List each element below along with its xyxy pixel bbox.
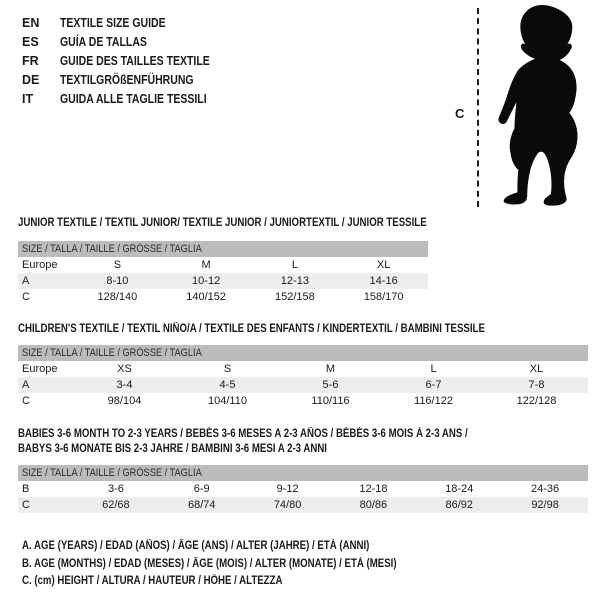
language-row-de [22,70,238,89]
height-cell: 140/152 [186,291,226,303]
row-label: C [22,395,30,407]
table-row-age-months [18,481,588,497]
height-cell: 110/116 [311,395,350,407]
language-row-fr [22,51,238,70]
table-title: CHILDREN'S TEXTILE / TEXTIL NIÑO/A / TEXTILE DES ENFANTS / KINDERTEXTIL / BAMBINI TESSILE [18,323,485,335]
table-row-height [18,289,428,305]
age-cell: 3-6 [107,483,124,495]
table-row-age [18,377,588,393]
height-cell: 68/74 [187,499,216,511]
size-header-bar [18,465,588,481]
language-title-list [22,13,238,108]
table-title: JUNIOR TEXTILE / TEXTIL JUNIOR/ TEXTILE JUNIOR / JUNIORTEXTIL / JUNIOR TESSILE [18,217,427,229]
height-cell: 104/110 [208,395,247,407]
language-code: FR [22,53,39,68]
age-cell: 12-13 [280,275,309,287]
size-cell: S [113,259,122,271]
age-cell: 24-36 [531,483,560,495]
height-measure-label: C [455,106,465,121]
language-title: GUIDE DES TAILLES TEXTILE [60,53,210,68]
table-row-height [18,393,588,409]
row-label: Europe [22,259,58,271]
size-header-label: SIZE / TALLA / TAILLE / GRÖSSE / TAGLIA [22,467,202,479]
language-code: ES [22,34,39,49]
size-cell: XL [529,363,544,375]
age-cell: 6-9 [193,483,210,495]
height-cell: 74/80 [273,499,302,511]
height-cell: 80/86 [359,499,388,511]
size-cell: XL [376,259,391,271]
height-measure-dashed-line [477,8,479,207]
footnote-a: A. AGE (YEARS) / EDAD (AÑOS) / ÂGE (ANS) / ALTER (JAHRE) / ETÀ (ANNI) [22,540,370,552]
toddler-silhouette-icon [482,3,594,209]
height-cell: 62/68 [102,499,130,511]
row-label: B [22,483,30,495]
size-header-label: SIZE / TALLA / TAILLE / GRÖSSE / TAGLIA [22,243,202,255]
size-header-label: SIZE / TALLA / TAILLE / GRÖSSE / TAGLIA [22,347,202,359]
height-cell: 128/140 [97,291,138,303]
size-cell: L [430,363,437,375]
row-label: Europe [22,363,58,375]
table-row-europe [18,257,428,273]
language-row-es [22,32,238,51]
height-cell: 122/128 [516,395,557,407]
footnote-c: C. (cm) HEIGHT / ALTURA / HAUTEUR / HÖHE / ALTEZZA [22,575,283,587]
language-title: TEXTILE SIZE GUIDE [60,15,166,30]
table-title-line-2: BABYS 3-6 MONATE BIS 2-3 JAHRE / BAMBINI 3-6 MESI A 2-3 ANNI [18,443,327,455]
height-cell: 152/158 [274,291,315,303]
table-row-age [18,273,428,289]
language-row-en [22,13,238,32]
size-cell: L [291,259,298,271]
age-cell: 6-7 [425,379,442,391]
age-cell: 4-5 [219,379,236,391]
size-header-bar [18,241,428,257]
footnotes [22,538,468,591]
age-cell: 14-16 [369,275,398,287]
height-cell: 98/104 [107,395,142,407]
size-cell: M [325,363,336,375]
height-cell: 92/98 [531,499,559,511]
age-cell: 8-10 [106,275,129,287]
size-cell: M [201,259,211,271]
height-cell: 158/170 [363,291,404,303]
age-cell: 7-8 [528,379,545,391]
table-row-europe [18,361,588,377]
age-cell: 18-24 [445,483,474,495]
row-label: A [22,275,30,287]
row-label: C [22,291,30,303]
height-cell: 86/92 [445,499,473,511]
language-row-it [22,89,238,108]
row-label: C [22,499,30,511]
size-cell: S [223,363,232,375]
language-title: GUÍA DE TALLAS [60,34,147,49]
junior-textile-section [18,216,428,305]
age-cell: 3-4 [116,379,133,391]
table-title-line-1: BABIES 3-6 MONTH TO 2-3 YEARS / BEBÉS 3-6 MESES A 2-3 AÑOS / BÉBÉS 3-6 MOIS À 2-3 ANS / [18,428,468,440]
size-header-bar [18,345,588,361]
childrens-textile-section [18,322,588,409]
footnote-b: B. AGE (MONTHS) / EDAD (MESES) / ÂGE (MOIS) / ALTER (MONATE) / ETÀ (MESI) [22,557,397,570]
table-row-height [18,497,588,513]
age-cell: 5-6 [322,379,339,391]
language-code: DE [22,72,40,87]
height-cell: 116/122 [414,395,453,407]
age-cell: 9-12 [276,483,299,495]
size-cell: XS [117,363,132,375]
language-title: TEXTILGRÖßENFÜHRUNG [60,72,194,87]
toddler-silhouette-shape [498,5,577,206]
language-code: EN [22,15,40,30]
age-cell: 10-12 [192,275,221,287]
language-title: GUIDA ALLE TAGLIE TESSILI [60,91,207,106]
language-code: IT [22,91,34,106]
row-label: A [22,379,30,391]
age-cell: 12-18 [359,483,388,495]
babies-textile-section [18,427,588,513]
